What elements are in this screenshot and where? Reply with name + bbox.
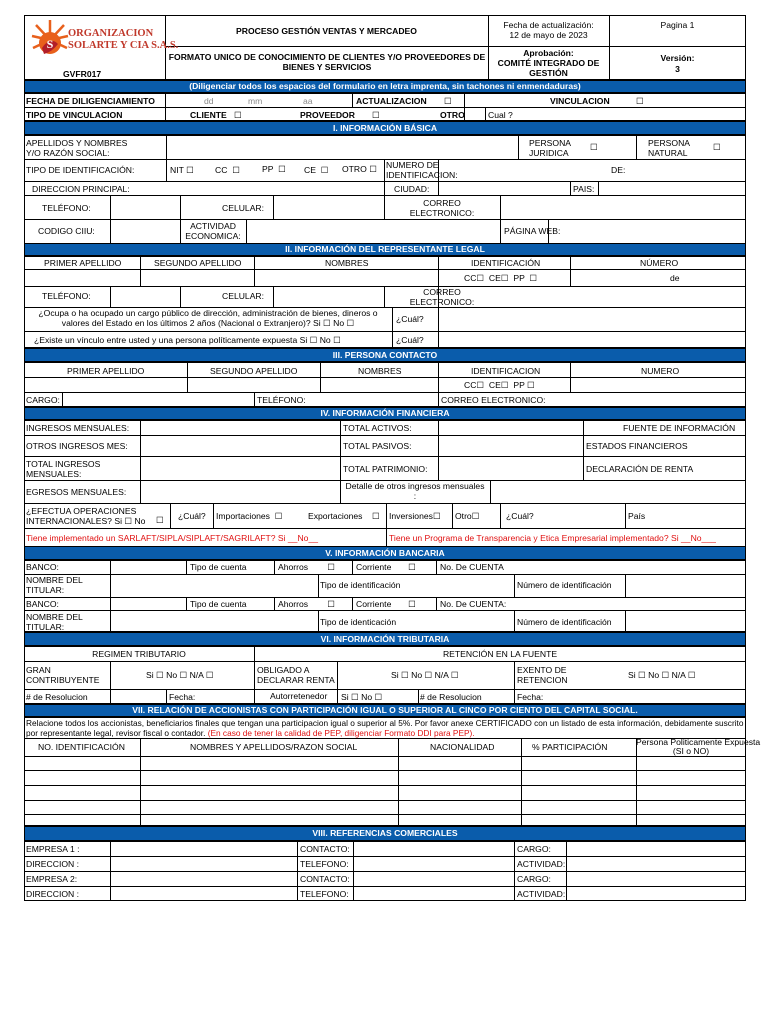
banco2-label: BANCO:	[26, 599, 59, 609]
sarlaft-question: Tiene implementado un SARLAFT/SIPLA/SIPLAFT/SAGRILAFT? Si __No__	[26, 533, 318, 543]
contacto1-label: CONTACTO:	[300, 844, 350, 854]
telefono-label: TELÉFONO:	[42, 203, 91, 213]
telefono1-label: TELEFONO:	[300, 859, 349, 869]
exento-retencion-options[interactable]: Si ☐ No ☐ N/A ☐	[628, 670, 696, 680]
version-label: Versión:	[660, 53, 695, 63]
gran-contribuyente-options[interactable]: Si ☐ No ☐ N/A ☐	[146, 670, 214, 680]
autorretenedor-options[interactable]: Si ☐ No ☐	[341, 692, 383, 702]
proveedor-label: PROVEEDOR	[300, 110, 355, 120]
tipo-id-bank2-label: Tipo de identicación	[320, 617, 397, 627]
update-label: Fecha de actualización:	[503, 20, 594, 30]
pep-question: ¿Existe un vínculo entre usted y una persona políticamente expuesta Si ☐ No ☐	[34, 335, 341, 345]
section-references-title: VIII. REFERENCIAS COMERCIALES	[24, 826, 746, 841]
contact-apellido1-label: PRIMER APELLIDO	[67, 366, 145, 376]
col-nombres: NOMBRES Y APELLIDOS/RAZON SOCIAL	[190, 742, 358, 752]
operaciones-internacionales-checkbox[interactable]: ☐	[156, 515, 164, 525]
otros-ingresos-label: OTROS INGRESOS MES:	[26, 441, 128, 451]
col-participacion: % PARTICIPACIÓN	[532, 742, 608, 752]
estados-financieros-label: ESTADOS FINANCIEROS	[586, 441, 688, 451]
cc-option[interactable]: CC ☐	[215, 165, 240, 175]
logo-text: ORGANIZACION SOLARTE Y CIA S.A.S.	[68, 28, 179, 51]
otro-label: OTRO	[440, 110, 465, 120]
contact-telefono-label: TELÉFONO:	[257, 395, 306, 405]
pep-cual: ¿Cuál?	[396, 335, 424, 345]
section-bank-title: V. INFORMACIÓN BANCARIA	[24, 546, 746, 560]
sun-logo-icon	[30, 18, 70, 62]
actividad-economica-label: ACTIVIDAD ECONOMICA:	[185, 221, 241, 241]
total-ingresos-label: TOTAL INGRESOS MENSUALES:	[26, 459, 101, 479]
no-cuenta2-label: No. De CUENTA:	[440, 599, 507, 609]
form-code: GVFR017	[63, 69, 102, 79]
ahorros2-option[interactable]: Ahorros ☐	[278, 599, 335, 609]
proveedor-checkbox[interactable]: ☐	[372, 110, 380, 120]
obligado-declarar-options[interactable]: Si ☐ No ☐ N/A ☐	[391, 670, 459, 680]
pais-label: PAIS:	[573, 184, 595, 194]
rep-doc-type-options[interactable]: CC☐ CE☐ PP ☐	[464, 273, 538, 283]
corriente-option[interactable]: Corriente ☐	[356, 562, 416, 572]
autorretenedor-label: Autorretenedor	[270, 691, 328, 701]
rep-celular-label: CELULAR:	[222, 291, 265, 301]
version-value: 3	[675, 64, 680, 74]
year-placeholder: aa	[303, 96, 313, 106]
fecha-label: FECHA DE DILIGENCIAMIENTO	[26, 96, 155, 106]
cargo-publico-cual: ¿Cuál?	[396, 314, 424, 324]
declaracion-renta-label: DECLARACIÓN DE RENTA	[586, 464, 694, 474]
approval-value: COMITÉ INTEGRADO DE GESTIÓN	[497, 58, 600, 78]
actividad1-label: ACTIVIDAD:	[517, 859, 566, 869]
detalle-otros-ingresos-label: Detalle de otros ingresos mensuales :	[345, 481, 485, 501]
cargo2-label: CARGO:	[517, 874, 551, 884]
page-number: Pagina 1	[660, 20, 695, 30]
section-financial-title: IV. INFORMACIÓN FINANCIERA	[24, 407, 746, 420]
tipo-cuenta-label: Tipo de cuenta	[190, 562, 247, 572]
contact-ident-label: IDENTIFICACION	[471, 366, 541, 376]
ops-cual2-label: ¿Cuál?	[506, 511, 534, 521]
tipo-id-bank-label: Tipo de identificación	[320, 580, 401, 590]
total-activos-label: TOTAL ACTIVOS:	[343, 423, 412, 433]
inversiones-option[interactable]: Inversiones☐	[389, 511, 441, 521]
cual-label: Cual ?	[488, 110, 513, 120]
titular2-label: NOMBRE DEL TITULAR:	[26, 612, 83, 632]
svg-text:S: S	[46, 37, 54, 51]
obligado-declarar-label: OBLIGADO A DECLARAR RENTA	[257, 665, 335, 685]
day-placeholder: dd	[204, 96, 214, 106]
exportaciones-option[interactable]: Exportaciones ☐	[308, 511, 380, 521]
num-id-bank2-label: Número de identificación	[517, 617, 612, 627]
cliente-label: CLIENTE	[190, 110, 227, 120]
contact-correo-label: CORREO ELECTRONICO:	[441, 395, 546, 405]
tipo-vinculacion-label: TIPO DE VINCULACION	[26, 110, 123, 120]
contacto2-label: CONTACTO:	[300, 874, 350, 884]
de-label: DE:	[611, 165, 626, 175]
no-cuenta-label: No. De CUENTA	[440, 562, 504, 572]
contact-doc-type-options[interactable]: CC☐ CE☐ PP ☐	[464, 380, 535, 390]
celular-label: CELULAR:	[222, 203, 265, 213]
ingresos-mensuales-label: INGRESOS MENSUALES:	[26, 423, 130, 433]
telefono2-label: TELEFONO:	[300, 889, 349, 899]
tipo-id-label: TIPO DE IDENTIFICACIÓN:	[26, 165, 135, 175]
contact-nombres-label: NOMBRES	[358, 366, 402, 376]
fecha-input[interactable]	[166, 94, 351, 106]
contact-apellido2-label: SEGUNDO APELLIDO	[210, 366, 298, 376]
ce-option[interactable]: CE ☐	[304, 165, 329, 175]
ciiu-label: CODIGO CIIU:	[38, 226, 95, 236]
shareholders-note: Relacione todos los accionistas, beneficiarios finales que tengan una participacion igual o superior al 5%. Por favor anexe CERTIFICADO con un listado de esta información, debidamente suscrito por representante legal, revisor fiscal o contador. (En caso de tener la calidad de PEP, diligenciar Formato DDI para PEP).	[26, 718, 744, 738]
rep-ident-label: IDENTIFICACIÓN	[471, 258, 541, 268]
empresa2-label: EMPRESA 2:	[26, 874, 78, 884]
contact-numero-label: NUMERO	[641, 366, 680, 376]
fuente-info-label: FUENTE DE INFORMACIÓN	[623, 423, 736, 433]
empresa1-label: EMPRESA 1 :	[26, 844, 80, 854]
vinculacion-checkbox[interactable]: ☐	[636, 96, 644, 106]
rep-de-label: de	[670, 273, 680, 283]
retencion-label: RETENCIÓN EN LA FUENTE	[442, 649, 558, 659]
approval-label: Aprobación:	[523, 48, 574, 58]
ops-pais-label: País	[628, 511, 646, 521]
nit-option[interactable]: NIT ☐	[170, 165, 194, 175]
rep-apellido1-label: PRIMER APELLIDO	[44, 258, 122, 268]
cargo-publico-question: ¿Ocupa o ha ocupado un cargo público de dirección, administración de bienes, dineros o valores del Estado en los últimos 2 años (Nacional o Extranjero)? Si ☐ No ☐	[38, 308, 378, 328]
resolucion2-fecha-label: Fecha:	[517, 692, 544, 702]
cliente-checkbox[interactable]: ☐	[234, 110, 242, 120]
numero-id-label: NUMERO DE IDENTIFICACION:	[386, 160, 458, 180]
exento-retencion-label: EXENTO DE RETENCION	[517, 665, 568, 685]
egresos-label: EGRESOS MENSUALES:	[26, 487, 127, 497]
rep-correo-label: CORREO ELECTRONICO:	[409, 287, 475, 307]
actualizacion-checkbox[interactable]: ☐	[444, 96, 452, 106]
rep-numero-label: NÚMERO	[640, 258, 679, 268]
etica-question: Tiene un Programa de Transparencia y Etica Empresarial implementado? Si __No___	[389, 533, 716, 543]
instructions-band: (Diligenciar todos los espacios del formulario en letra imprenta, sin tachones ni enmendaduras)	[24, 80, 746, 93]
otro-option[interactable]: OTRO ☐	[342, 164, 377, 174]
format-title: FORMATO UNICO DE CONOCIMIENTO DE CLIENTES Y/O PROVEEDORES DE BIENES Y SERVICIOS	[168, 52, 486, 72]
apellidos-label: APELLIDOS Y NOMBRES	[26, 138, 128, 148]
cargo1-label: CARGO:	[517, 844, 551, 854]
pagina-web-label: PÁGINA WEB:	[504, 226, 561, 236]
num-id-bank-label: Número de identificación	[517, 580, 612, 590]
persona-juridica-checkbox[interactable]: ☐	[590, 142, 598, 152]
total-patrimonio-label: TOTAL PATRIMONIO:	[343, 464, 428, 474]
resolucion2-label: # de Resolucion	[420, 692, 482, 702]
direccion-label: DIRECCION PRINCIPAL:	[32, 184, 130, 194]
operaciones-internacionales-label: ¿EFECTUA OPERACIONES INTERNACIONALES? Si ☐ No	[26, 506, 146, 526]
resolucion-label: # de Resolucion	[26, 692, 88, 702]
titular-label: NOMBRE DEL TITULAR:	[26, 575, 83, 595]
corriente2-option[interactable]: Corriente ☐	[356, 599, 416, 609]
month-placeholder: mm	[248, 96, 263, 106]
section-legal-rep-title: II. INFORMACIÓN DEL REPRESENTANTE LEGAL	[24, 243, 746, 256]
section-contact-title: III. PERSONA CONTACTO	[24, 348, 746, 362]
direccion1-label: DIRECCION :	[26, 859, 79, 869]
persona-natural-label: PERSONA NATURAL	[648, 138, 691, 158]
direccion2-label: DIRECCION :	[26, 889, 79, 899]
rep-telefono-label: TELÉFONO:	[42, 291, 91, 301]
section-basic-info-title: I. INFORMACIÓN BÁSICA	[24, 121, 746, 135]
ops-cual-label: ¿Cuál?	[178, 511, 206, 521]
rep-nombres-label: NOMBRES	[325, 258, 369, 268]
razon-social-label: Y/O RAZÓN SOCIAL:	[26, 148, 110, 158]
update-date: 12 de mayo de 2023	[509, 30, 588, 40]
razon-social-input[interactable]	[167, 136, 517, 158]
section-shareholders-title: VII. RELACIÓN DE ACCIONISTAS CON PARTICIPACIÓN IGUAL O SUPERIOR AL CINCO POR CIENTO DEL CAPITAL SOCIAL.	[24, 704, 746, 717]
section-tax-title: VI. INFORMACIÓN TRIBUTARIA	[24, 632, 746, 646]
vinculacion-label: VINCULACION	[550, 96, 610, 106]
actualizacion-label: ACTUALIZACION	[356, 96, 427, 106]
correo-label: CORREO ELECTRONICO:	[409, 198, 475, 218]
actividad2-label: ACTIVIDAD:	[517, 889, 566, 899]
regimen-label: REGIMEN TRIBUTARIO	[92, 649, 186, 659]
col-nacionalidad: NACIONALIDAD	[430, 742, 495, 752]
process-title: PROCESO GESTIÓN VENTAS Y MERCADEO	[236, 26, 417, 36]
total-pasivos-label: TOTAL PASIVOS:	[343, 441, 412, 451]
resolucion-fecha-label: Fecha:	[169, 692, 196, 702]
col-identificacion: NO. IDENTIFICACIÓN	[38, 742, 125, 752]
rep-apellido2-label: SEGUNDO APELLIDO	[154, 258, 242, 268]
tipo-cuenta2-label: Tipo de cuenta	[190, 599, 247, 609]
importaciones-option[interactable]: Importaciones ☐	[216, 511, 283, 521]
company-logo	[28, 18, 179, 68]
ciudad-label: CIUDAD:	[394, 184, 430, 194]
col-pep: Persona Politicamente Expuesta (SI o NO)	[636, 737, 761, 756]
pp-option[interactable]: PP ☐	[262, 164, 286, 174]
otro-op-option[interactable]: Otro☐	[455, 511, 480, 521]
gran-contribuyente-label: GRAN CONTRIBUYENTE	[26, 665, 100, 685]
persona-juridica-label: PERSONA JURIDICA	[529, 138, 572, 158]
persona-natural-checkbox[interactable]: ☐	[713, 142, 721, 152]
banco-label: BANCO:	[26, 562, 59, 572]
ahorros-option[interactable]: Ahorros ☐	[278, 562, 335, 572]
contact-cargo-label: CARGO:	[26, 395, 60, 405]
